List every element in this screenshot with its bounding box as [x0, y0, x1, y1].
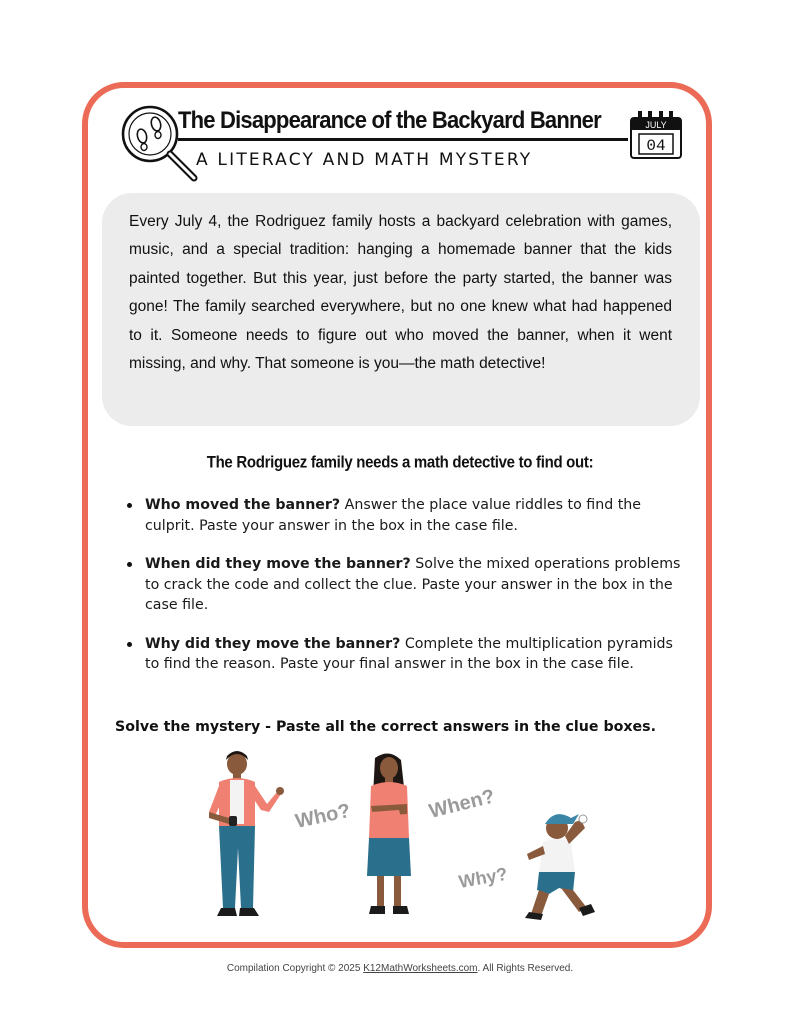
intro-text: Every July 4, the Rodriguez family hosts a backyard celebration with games, music, and a special tradition: hanging a homemade banner that the kids painted together. But this year, just before the party started, the banner was gone! The family searched everywhere, but no one knew what had happened to it. Someone needs to figure out who moved the banner, when it went missing, and why. That someone is you—the math detective! — [129, 213, 672, 373]
footer-text-end: . All Rights Reserved. — [477, 963, 574, 974]
copyright-footer — [0, 963, 800, 974]
footer-text: Compilation Copyright © 2025 — [226, 963, 364, 974]
boy-figure — [525, 814, 595, 920]
list-item — [126, 495, 686, 536]
page-subtitle: A LITERACY AND MATH MYSTERY — [196, 150, 533, 170]
calendar-icon — [628, 108, 684, 160]
when-word: When? — [426, 785, 497, 823]
calendar-day: 04 — [646, 137, 666, 155]
question-text: Answer the place value riddles to find the culprit. Paste your answer in the box in the case file. — [145, 497, 642, 534]
question-list — [126, 495, 686, 675]
question-lead: Why did they move the banner? — [145, 635, 401, 652]
question-lead: Who moved the banner? — [145, 497, 341, 513]
why-word: Why? — [457, 863, 509, 892]
needs-heading: The Rodriguez family needs a math detective to find out: — [206, 453, 594, 472]
list-item — [126, 554, 686, 616]
calendar-month: JULY — [645, 120, 667, 130]
woman-figure — [367, 753, 411, 914]
question-lead: When did they move the banner? — [145, 556, 411, 572]
family-illustration — [195, 748, 615, 928]
list-item — [126, 634, 686, 675]
title-underline — [178, 138, 628, 141]
solve-instruction: Solve the mystery - Paste all the correct answers in the clue boxes. — [115, 719, 656, 735]
who-word: Who? — [293, 799, 353, 833]
question-text: Complete the multiplication pyramids to find the reason. Paste your final answer in the box in the case file. — [145, 635, 673, 672]
intro-box — [102, 193, 700, 426]
site-link[interactable]: K12MathWorksheets.com — [363, 963, 478, 974]
page-title: The Disappearance of the Backyard Banner — [178, 106, 601, 134]
man-figure — [209, 751, 284, 916]
question-text: Solve the mixed operations problems to crack the code and collect the clue. Paste your answer in the box in the case file. — [145, 556, 681, 613]
